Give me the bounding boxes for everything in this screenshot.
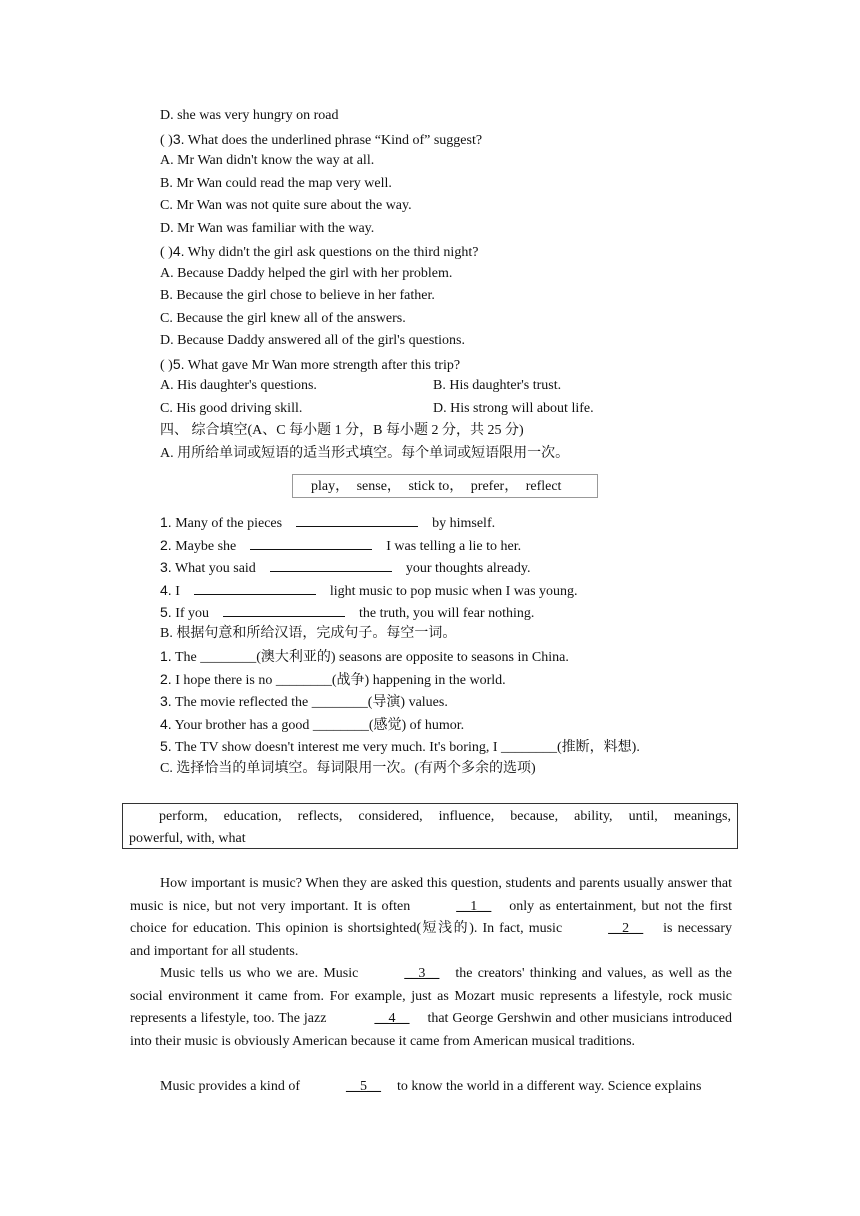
item-text: Your brother has a good ________(感觉) of humor.	[174, 718, 465, 733]
item-text: I was telling a lie to her.	[386, 539, 522, 554]
question-number: 4.	[172, 243, 185, 259]
passage-paragraph-2	[130, 963, 732, 1053]
option: C. His good driving skill.	[160, 401, 303, 416]
passage-paragraph-1	[130, 873, 732, 963]
item-number: 3.	[160, 559, 172, 575]
passage-text: is necessary and important for all students.	[130, 921, 732, 959]
part-b-instruction: B. 根据句意和所给汉语，完成句子。每空一词。	[160, 626, 457, 641]
option: A. Because Daddy helped the girl with her problem.	[160, 266, 453, 281]
option: A. His daughter's questions.	[160, 378, 317, 393]
item-number: 4.	[160, 716, 172, 732]
item-number: 1.	[160, 514, 172, 530]
question-text: What gave Mr Wan more strength after this trip?	[187, 358, 461, 373]
option: B. Because the girl chose to believe in her father.	[160, 288, 435, 303]
word: stick to，	[408, 479, 464, 494]
option-row	[160, 377, 760, 395]
passage-text: that George Gershwin and other musicians introduced into their music is obviously American because it came from American musical traditions.	[130, 1011, 733, 1049]
item-number: 5.	[160, 738, 172, 754]
item-text: Many of the pieces	[175, 516, 283, 531]
part-b-item-2	[160, 670, 506, 690]
passage-text: to know the world in a different way. Science explains	[396, 1079, 702, 1094]
question-number: 5.	[172, 356, 185, 372]
option: A. Mr Wan didn't know the way at all.	[160, 153, 375, 168]
answer-blank-3[interactable]: __3__	[404, 966, 440, 981]
passage-text: only as entertainment, but not the first choice for education. This opinion is shortsighted(短浅的). In fact, music	[130, 898, 732, 937]
word-bank-a	[292, 474, 598, 498]
word-list-line: powerful, with, what	[129, 831, 246, 846]
part-b-item-3	[160, 692, 448, 712]
item-text: I hope there is no ________(战争) happening in the world.	[175, 673, 506, 688]
item-text: the truth, you will fear nothing.	[359, 606, 535, 621]
item-text: Maybe she	[175, 539, 237, 554]
part-a-item-4	[160, 580, 578, 601]
item-number: 5.	[160, 604, 172, 620]
answer-blank[interactable]	[296, 512, 418, 527]
word: sense，	[356, 479, 401, 494]
answer-blank-4[interactable]: __4__	[374, 1011, 410, 1027]
answer-paren: ( )	[160, 133, 173, 148]
part-b-item-1	[160, 647, 569, 667]
item-text: your thoughts already.	[405, 561, 531, 576]
part-a-instruction: A. 用所给单词或短语的适当形式填空。每个单词或短语限用一次。	[160, 446, 570, 461]
answer-blank-1[interactable]: __1__	[456, 898, 492, 914]
option: D. His strong will about life.	[433, 401, 594, 416]
question-5	[160, 355, 460, 375]
answer-blank[interactable]	[250, 535, 372, 550]
option-row	[160, 400, 760, 418]
option: B. Mr Wan could read the map very well.	[160, 176, 392, 191]
question-number: 3.	[172, 131, 185, 147]
item-number: 2.	[160, 671, 172, 687]
item-number: 1.	[160, 648, 172, 664]
passage-text: How important is music? When they are asked this question, students and parents usually answer that music is nice, but not very important. It is often	[130, 876, 732, 914]
option: D. Mr Wan was familiar with the way.	[160, 221, 375, 236]
item-number: 4.	[160, 582, 172, 598]
part-b-item-4	[160, 715, 464, 735]
answer-blank-5[interactable]: __5__	[345, 1079, 381, 1094]
item-number: 3.	[160, 693, 172, 709]
item-text: What you said	[174, 561, 256, 576]
answer-blank[interactable]	[223, 602, 345, 617]
part-c-instruction: C. 选择恰当的单词填空。每词限用一次。(有两个多余的选项)	[160, 761, 536, 776]
word-bank-c	[122, 803, 738, 849]
word-list-line: perform, education, reflects, considered, influence, because, ability, until, meanings,	[159, 809, 731, 824]
answer-blank[interactable]	[270, 557, 392, 572]
item-number: 2.	[160, 537, 172, 553]
question-4	[160, 242, 478, 262]
part-a-item-5	[160, 602, 534, 623]
question-3	[160, 130, 482, 150]
item-text: The movie reflected the ________(导演) values.	[174, 695, 448, 710]
option: C. Because the girl knew all of the answers.	[160, 311, 406, 326]
part-b-item-5	[160, 737, 640, 757]
question-text: What does the underlined phrase “Kind of” suggest?	[187, 133, 483, 148]
answer-paren: ( )	[160, 358, 173, 373]
question-text: Why didn't the girl ask questions on the third night?	[187, 245, 479, 260]
option: C. Mr Wan was not quite sure about the way.	[160, 198, 412, 213]
item-text: by himself.	[432, 516, 496, 531]
passage-paragraph-3	[130, 1076, 732, 1099]
item-text: If you	[175, 606, 210, 621]
passage-text: Music provides a kind of	[160, 1079, 300, 1094]
option: D. Because Daddy answered all of the girl's questions.	[160, 333, 465, 348]
option: B. His daughter's trust.	[433, 378, 562, 393]
item-text: The ________(澳大利亚的) seasons are opposite to seasons in China.	[174, 650, 569, 665]
q2-option-d: D. she was very hungry on road	[160, 108, 339, 123]
answer-blank-2[interactable]: __2__	[608, 921, 644, 937]
word: play，	[311, 479, 350, 494]
part-a-item-1	[160, 512, 495, 533]
item-text: The TV show doesn't interest me very much. It's boring, I ________(推断，料想).	[174, 740, 640, 755]
item-text: I	[175, 584, 180, 599]
part-a-item-3	[160, 557, 531, 578]
passage-text: the creators' thinking and values, as well as the social environment it came from. For example, just as Mozart music represents a lifestyle, rock music represents a lifestyle, too. The jazz	[130, 966, 732, 1027]
section-4-title: 四、 综合填空(A、C 每小题 1 分，B 每小题 2 分，共 25 分)	[160, 423, 524, 438]
item-text: light music to pop music when I was young.	[329, 584, 578, 599]
part-a-item-2	[160, 535, 521, 556]
passage-text: Music tells us who we are. Music	[160, 966, 359, 981]
answer-paren: ( )	[160, 245, 173, 260]
answer-blank[interactable]	[194, 580, 316, 595]
word: prefer，	[470, 479, 519, 494]
word: reflect	[525, 479, 562, 494]
